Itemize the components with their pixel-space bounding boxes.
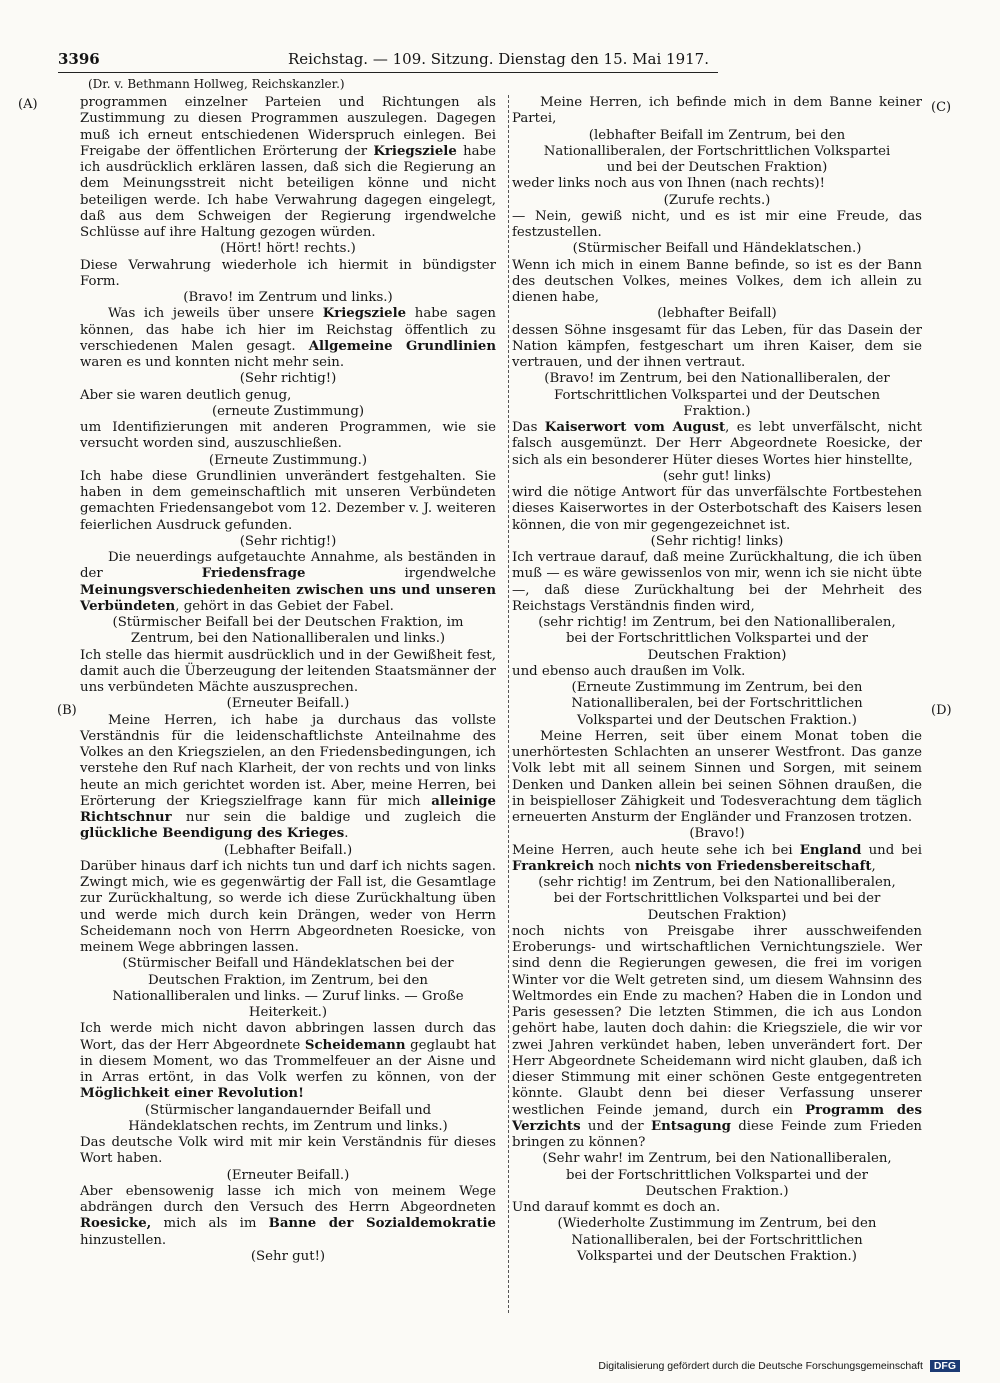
- margin-marker-a: (A): [18, 97, 38, 112]
- dfg-logo: DFG: [930, 1360, 960, 1372]
- paragraph: Was ich jeweils über unsere Kriegsziele habe sagen können, das habe ich hier im Reichstag öffentlich zu verschiedenen Malen gesagt. Allgemeine Grundlinien waren es und konnten nicht mehr sein.: [80, 306, 496, 370]
- interjection: (Hört! hört! rechts.): [220, 241, 356, 257]
- paragraph: noch nichts von Preisgabe ihrer ausschweifenden Eroberungs- und wirtschaftlichen Vernichtungsziele. Wer sind denn die Regierungen gewesen, die frei im vorigen Winter vor die Welt getreten sind, um diesem Wahnsinn des Weltmordes ein Ende zu machen? Haben die in London und Paris gesessen? Die letzten Stimmen, die ich aus London gehört habe, lauten doch dahin: die Kriegsziele, die wir vor zwei Jahren verkündet haben, leben unverändert fort. Der Herr Abgeordnete Scheidemann wird nicht glauben, daß ich dieser Stimmung mit einer schönen Geste entgegentreten könnte. Glaubt denn bei dieser Verfassung unserer westlichen Feinde jemand, durch ein Programm des Verzichts und der Entsagung diese Feinde zum Frieden bringen zu können?: [512, 923, 922, 1150]
- paragraph: Aber ebensowenig lasse ich mich von meinem Wege abdrängen durch den Versuch des Herrn Abgeordneten Roesicke, mich als im Banne der Sozialdemokratie hinzustellen.: [80, 1183, 496, 1248]
- interjection: (Stürmischer langandauernder Beifall und Händeklatschen rechts, im Zentrum und links.): [128, 1102, 448, 1134]
- paragraph: Meine Herren, ich befinde mich in dem Banne keiner Partei,: [512, 95, 922, 127]
- paragraph: Darüber hinaus darf ich nichts tun und darf ich nichts sagen. Zwingt mich, wie es gegenwärtig der Fall ist, die Gesamtlage zur Zurückhaltung, so werde ich diese Zurückhaltung üben und werde mich durch kein Drängen, weder von Herrn Scheidemann noch von Herrn Abgeordneten Roesicke, von meinem Wege abbringen lassen.: [80, 858, 496, 955]
- interjection: (Erneute Zustimmung.): [208, 452, 368, 468]
- paragraph: Aber sie waren deutlich genug,: [80, 387, 292, 403]
- paragraph: und ebenso auch draußen im Volk.: [512, 663, 746, 679]
- paragraph: — Nein, gewiß nicht, und es ist mir eine Freude, das festzustellen.: [512, 208, 922, 240]
- paragraph: Und darauf kommt es doch an.: [512, 1200, 721, 1215]
- interjection: (Erneuter Beifall.): [226, 1167, 350, 1183]
- paragraph: Wenn ich mich in einem Banne befinde, so ist es der Bann des deutschen Volkes, meines Volkes, dem ich allein zu dienen habe,: [512, 257, 922, 305]
- interjection: (Sehr richtig!): [239, 533, 337, 549]
- page-header: [58, 50, 718, 73]
- paragraph: Meine Herren, seit über einem Monat toben die unerhörtesten Schlachten an unserer Westfront. Das ganze Volk lebt mit all seinem Sinnen und Sorgen, mit seinem Denken und Danken allein bei seinen Söhnen draußen, die in beispielloser Zähigkeit und Todesverachtung dem täglich erneuerten Ansturm der Engländer und Franzosen trotzen.: [512, 728, 922, 825]
- interjection: (sehr richtig! im Zentrum, bei den Nationalliberalen, bei der Fortschrittlichen Volkspartei und der Deutschen Fraktion): [538, 615, 896, 663]
- paragraph: Ich habe diese Grundlinien unverändert festgehalten. Sie haben in dem gemeinschaftlich mit unseren Verbündeten gemachten Friedensangebot vom 12. Dezember v. J. weiteren feierlichen Ausdruck gefunden.: [80, 468, 496, 533]
- margin-marker-b: (B): [57, 703, 77, 718]
- paragraph: Diese Verwahrung wiederhole ich hiermit in bündigster Form.: [80, 257, 496, 289]
- interjection: (Sehr richtig! links): [650, 533, 784, 549]
- margin-marker-d: (D): [931, 703, 952, 718]
- interjection: (Sehr wahr! im Zentrum, bei den Nationalliberalen, bei der Fortschrittlichen Volkspartei und der Deutschen Fraktion.): [542, 1151, 892, 1199]
- interjection: (sehr gut! links): [662, 468, 772, 484]
- speaker-line: (Dr. v. Bethmann Hollweg, Reichskanzler.): [88, 77, 345, 91]
- interjection: (Erneute Zustimmung im Zentrum, bei den Nationalliberalen, bei der Fortschrittlichen Volkspartei und der Deutschen Fraktion.): [571, 680, 863, 728]
- interjection: (Sehr richtig!): [239, 371, 337, 387]
- interjection: (Bravo! im Zentrum und links.): [183, 290, 393, 305]
- interjection: (lebhafter Beifall im Zentrum, bei den Nationalliberalen, der Fortschrittlichen Volkspartei und bei der Deutschen Fraktion): [543, 127, 891, 175]
- paragraph: Ich stelle das hiermit ausdrücklich und in der Gewißheit fest, damit auch die Überzeugung der leitenden Staatsmänner der uns verbündeten Mächte auszusprechen.: [80, 647, 496, 695]
- paragraph: Die neuerdings aufgetauchte Annahme, als beständen in der Friedensfrage irgendwelche Meinungsverschiedenheiten zwischen uns und unseren Verbündeten, gehört in das Gebiet der Fabel.: [80, 550, 496, 614]
- paragraph: Meine Herren, ich habe ja durchaus das vollste Verständnis für die leidenschaftlichste Anteilnahme des Volkes an den Kriegszielen, an den Friedensbedingungen, ich verstehe den Ruf nach Klarheit, der von rechts und von links heute an mich gerichtet worden ist. Aber, meine Herren, bei Erörterung der Kriegszielfrage kann für mich alleinige Richtschnur nur sein die baldige und zugleich die glückliche Beendigung des Krieges.: [80, 712, 496, 842]
- interjection: (Zurufe rechts.): [663, 192, 771, 208]
- page-number: 3396: [58, 50, 100, 68]
- paragraph: Ich werde mich nicht davon abbringen lassen durch das Wort, das der Herr Abgeordnete Scheidemann geglaubt hat in diesem Moment, wo das Trommelfeuer an der Aisne und in Arras ertönt, in das Volk werfen zu können, von der Möglichkeit einer Revolution!: [80, 1021, 497, 1102]
- paragraph: dessen Söhne insgesamt für das Leben, für das Dasein der Nation kämpfen, festgeschart um ihren Kaiser, dem sie vertrauen, und der ihnen vertraut.: [512, 322, 922, 370]
- paragraph: Das deutsche Volk wird mit mir kein Verständnis für dieses Wort haben.: [80, 1135, 496, 1167]
- column-divider: [508, 95, 509, 1313]
- paragraph: Das Kaiserwort vom August, es lebt unverfälscht, nicht falsch ausgemünzt. Der Herr Abgeordnete Roesicke, der sich als ein besonderer Hüter dieses Wortes hier hinstellte,: [512, 420, 922, 468]
- interjection: (Stürmischer Beifall und Händeklatschen.): [572, 241, 862, 257]
- paragraph: Ich vertraue darauf, daß meine Zurückhaltung, die ich üben muß — es wäre gewissenlos von mir, wenn ich sie nicht übte —, daß diese Zurückhaltung bei der Mehrheit des Reichstags Verständnis finden wird,: [512, 550, 922, 614]
- interjection: (lebhafter Beifall): [657, 306, 777, 322]
- interjection: (Lebhafter Beifall.): [223, 842, 353, 858]
- margin-marker-c: (C): [931, 100, 952, 115]
- interjection: (erneute Zustimmung): [211, 403, 365, 419]
- interjection: (Sehr gut!): [250, 1248, 326, 1264]
- interjection: (Erneuter Beifall.): [226, 696, 350, 712]
- paragraph: um Identifizierungen mit anderen Programmen, wie sie versucht worden sind, auszuschließen.: [80, 420, 496, 452]
- interjection: (Bravo! im Zentrum, bei den Nationalliberalen, der Fortschrittlichen Volkspartei und der Deutschen Fraktion.): [544, 371, 890, 419]
- paragraph: weder links noch aus von Ihnen (nach rechts)!: [512, 176, 825, 192]
- interjection: (Bravo!): [689, 826, 745, 842]
- paragraph: Meine Herren, auch heute sehe ich bei England und bei Frankreich noch nichts von Friedensbereitschaft,: [512, 842, 923, 874]
- paragraph: programmen einzelner Parteien und Richtungen als Zustimmung zu diesen Programmen auszulegen. Dagegen muß ich erneut entschiedenen Widerspruch einlegen. Bei Freigabe der öffentlichen Erörterung der Kriegsziele habe ich ausdrücklich erklären lassen, daß sich die Regierung an dem Meinungsstreit nicht beteiligen könne und nicht beteiligen werde. Ich habe Verwahrung dagegen eingelegt, daß aus dem Schweigen der Regierung irgendwelche Schlüsse auf ihre Haltung gezogen würden.: [80, 95, 496, 240]
- interjection: (Stürmischer Beifall bei der Deutschen Fraktion, im Zentrum, bei den Nationalliberalen und links.): [112, 615, 464, 647]
- left-column: [80, 95, 496, 1265]
- footer-text: Digitalisierung gefördert durch die Deutsche Forschungsgemeinschaft: [598, 1360, 923, 1372]
- interjection: (Stürmischer Beifall und Händeklatschen bei der Deutschen Fraktion, im Zentrum, bei den Nationalliberalen und links. — Zuruf links. — Große Heiterkeit.): [112, 956, 464, 1020]
- paragraph: wird die nötige Antwort für das unverfälschte Fortbestehen dieses Kaiserwortes in der Osterbotschaft des Kaisers lesen können, die von mir gegengezeichnet ist.: [512, 485, 922, 533]
- interjection: (Wiederholte Zustimmung im Zentrum, bei den Nationalliberalen, bei der Fortschrittlichen Volkspartei und der Deutschen Fraktion.): [557, 1216, 877, 1264]
- footer-credit: [598, 1360, 960, 1372]
- interjection: (sehr richtig! im Zentrum, bei den Nationalliberalen, bei der Fortschrittlichen Volkspartei und bei der Deutschen Fraktion): [538, 875, 896, 923]
- right-column: [512, 95, 922, 1265]
- running-title: Reichstag. — 109. Sitzung. Dienstag den 15. Mai 1917.: [288, 50, 709, 68]
